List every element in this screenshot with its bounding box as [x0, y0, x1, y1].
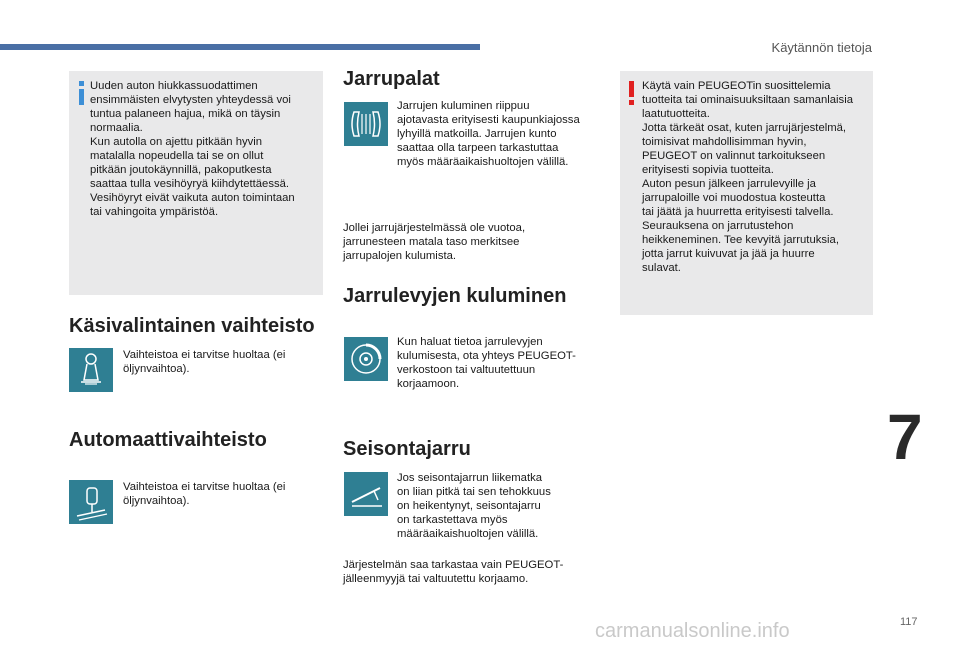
- text-line: heikkeneminen. Tee kevyitä jarrutuksia,: [642, 234, 839, 246]
- info-box: [69, 71, 323, 295]
- automatic-gearbox-heading: Automaattivaihteisto: [69, 429, 267, 451]
- automatic-gearbox-text: [123, 480, 318, 508]
- text-line: jotta jarrut kuivuvat ja jää ja huurre: [642, 248, 815, 260]
- brake-pads-text: [397, 99, 597, 169]
- text-line: Seurauksena on jarrutustehon: [642, 220, 794, 232]
- text-line: Uuden auton hiukkassuodattimen: [90, 80, 258, 92]
- brake-discs-heading: Jarrulevyjen kuluminen: [343, 285, 567, 307]
- text-line: korjaamoon.: [397, 378, 460, 390]
- text-line: Vaihteistoa ei tarvitse huoltaa (ei: [123, 349, 286, 361]
- text-line: Auton pesun jälkeen jarrulevyille ja: [642, 178, 816, 190]
- parking-brake-note: [343, 558, 603, 586]
- text-line: määräaikaishuoltojen välillä.: [397, 528, 539, 540]
- text-line: tai jäätä ja huurretta erityisesti talvella.: [642, 206, 834, 218]
- text-line: Käytä vain PEUGEOTin suosittelemia: [642, 80, 831, 92]
- text-line: Järjestelmän saa tarkastaa vain PEUGEOT-: [343, 559, 564, 571]
- text-line: pitkään joutokäynnillä, pakoputkesta: [90, 164, 272, 176]
- text-line: matalalla nopeudella tai se on ollut: [90, 150, 264, 162]
- text-line: lyhyillä matkoilla. Jarrujen kunto: [397, 128, 557, 140]
- text-line: Kun autolla on ajettu pitkään hyvin: [90, 136, 263, 148]
- text-line: jälleenmyyjä tai valtuutettu korjaamo.: [343, 573, 529, 585]
- parking-brake-heading: Seisontajarru: [343, 438, 471, 460]
- text-line: normaalia.: [90, 122, 143, 134]
- page-number: 117: [900, 616, 918, 628]
- brake-pads-heading: Jarrupalat: [343, 68, 440, 90]
- text-line: jarrupaloille voi muodostua kosteutta: [642, 192, 826, 204]
- parking-brake-text: [397, 471, 597, 541]
- text-line: Kun haluat tietoa jarrulevyjen: [397, 336, 543, 348]
- text-line: öljynvaihtoa).: [123, 495, 190, 507]
- text-line: Jarrujen kuluminen riippuu: [397, 100, 530, 112]
- text-line: Jos seisontajarrun liikematka: [397, 472, 543, 484]
- text-line: tuotteita tai ominaisuuksiltaan samanlaisia: [642, 94, 853, 106]
- text-line: on liian pitkä tai sen tehokkuus: [397, 486, 551, 498]
- brake-fluid-note: [343, 221, 593, 263]
- manual-gearbox-heading: Käsivalintainen vaihteisto: [69, 315, 315, 337]
- manual-gearbox-text: [123, 348, 318, 376]
- text-line: toimisivat mahdollisimman hyvin,: [642, 136, 807, 148]
- text-line: jarrunesteen matala taso merkitsee: [343, 236, 520, 248]
- top-accent-bar: [0, 44, 480, 50]
- text-line: ensimmäisten elvytysten yhteydessä voi: [90, 94, 291, 106]
- text-line: laatutuotteita.: [642, 108, 710, 120]
- text-line: Vesihöyryt eivät vaikuta auton toimintaan: [90, 192, 295, 204]
- text-line: tai vahingoita ympäristöä.: [90, 206, 219, 218]
- text-line: Jollei jarrujärjestelmässä ole vuotoa,: [343, 222, 526, 234]
- text-line: PEUGEOT on valinnut tarkoitukseen: [642, 150, 826, 162]
- chapter-number: 7: [887, 401, 923, 473]
- text-line: on heikentynyt, seisontajarru: [397, 500, 541, 512]
- brake-discs-text: [397, 335, 597, 391]
- warning-box-text: [642, 79, 872, 275]
- text-line: erityisesti sopivia tuotteita.: [642, 164, 774, 176]
- text-line: verkostoon tai valtuutettuun: [397, 364, 536, 376]
- text-line: kulumisesta, ota yhteys PEUGEOT-: [397, 350, 576, 362]
- text-line: öljynvaihtoa).: [123, 363, 190, 375]
- text-line: saattaa olla tarpeen tarkastuttaa: [397, 142, 559, 154]
- text-line: Jotta tärkeät osat, kuten jarrujärjestelmä,: [642, 122, 847, 134]
- warning-exclamation-icon: [627, 81, 637, 105]
- text-line: saattaa tulla vesihöyryä kiihdytettäessä.: [90, 178, 290, 190]
- text-line: on tarkastettava myös: [397, 514, 508, 526]
- warning-box: [620, 71, 873, 315]
- info-icon: [77, 81, 87, 105]
- text-line: jarrupalojen kulumista.: [343, 250, 457, 262]
- brake-disc-icon: [344, 337, 388, 381]
- brake-pads-icon: [344, 102, 388, 146]
- text-line: tuntua palaneen hajua, mikä on täysin: [90, 108, 281, 120]
- text-line: sulavat.: [642, 262, 681, 274]
- text-line: myös määräaikaishuoltojen välillä.: [397, 156, 569, 168]
- manual-gearshift-icon: [69, 348, 113, 392]
- automatic-gear-selector-icon: [69, 480, 113, 524]
- parking-brake-lever-icon: [344, 472, 388, 516]
- info-box-text: [90, 79, 320, 219]
- text-line: Vaihteistoa ei tarvitse huoltaa (ei: [123, 481, 286, 493]
- chapter-title: Käytännön tietoja: [771, 40, 872, 55]
- text-line: ajotavasta erityisesti kaupunkiajossa: [397, 114, 580, 126]
- watermark: carmanualsonline.info: [595, 620, 790, 642]
